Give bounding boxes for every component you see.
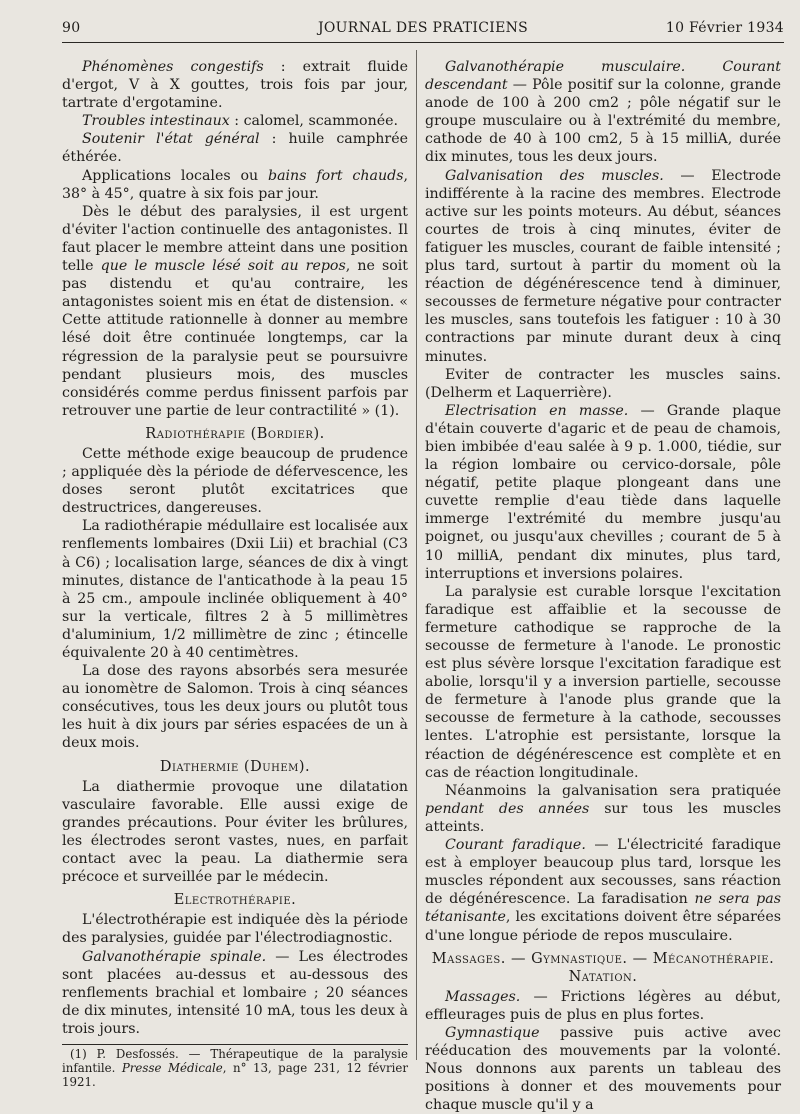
right-column (425, 58, 781, 1114)
section-heading-massages: Massages. — Gymnastique. — Mécanothérapie. Natation. (431, 950, 775, 985)
paragraph: Néanmoins la galvanisation sera pratiquée pendant des années sur tous les muscles atteints. (425, 782, 781, 835)
paragraph: Applications locales ou bains fort chauds, 38° à 45°, quatre à six fois par jour. (62, 167, 408, 202)
paragraph: L'électrothérapie est indiquée dès la période des paralysies, guidée par l'électrodiagnostic. (62, 912, 408, 947)
column-divider (416, 50, 417, 1060)
paragraph: La paralysie est curable lorsque l'excitation faradique est affaiblie et la secousse de fermeture cathodique se rapproche de la secousse de fermeture à l'anode. Le pronostic est plus sévère lorsque l'excitation faradique est abolie, lorsqu'il y a inversion partielle, secousse de fermeture à l'anode plus grande que la secousse de fermeture à la cathode, secousses lentes. L'atrophie est persistante, lorsque la réaction de dégénérescence est complète et en cas de réaction longitudinale. (425, 583, 781, 781)
paragraph: Galvanothérapie musculaire. Courant descendant — Pôle positif sur la colonne, grande anode de 100 à 200 cm2 ; pôle négatif sur le groupe musculaire ou à l'extrémité du membre, cathode de 40 à 100 cm2, 5 à 15 milliA, durée dix minutes, tous les deux jours. (425, 59, 781, 166)
paragraph: Cette méthode exige beaucoup de prudence ; appliquée dès la période de défervescence, les doses seront plutôt excitatrices que destructrices, dangereuses. (62, 445, 408, 517)
paragraph: Courant faradique. — L'électricité faradique est à employer beaucoup plus tard, lorsque les muscles répondent aux secousses, sans réaction de dégénérescence. La faradisation ne sera pas tétanisante, les excitations doivent être séparées d'une longue période de repos musculaire. (425, 837, 781, 944)
paragraph: Phénomènes congestifs : extrait fluide d'ergot, V à X gouttes, trois fois par jour, tartrate d'ergotamine. (62, 59, 408, 112)
paragraph: Gymnastique passive puis active avec rééducation des mouvements par la volonté. Nous donnons aux parents un tableau des positions à donner et des mouvements pour chaque muscle qu'il y a (425, 1024, 781, 1114)
section-heading-radiotherapie: Radiothérapie (Bordier). (145, 425, 325, 442)
page-header (62, 18, 784, 43)
footnote-rule (62, 1044, 408, 1045)
section-heading-electrotherapie: Electrothérapie. (173, 892, 297, 909)
paragraph: Massages. — Frictions légères au début, effleurages puis de plus en plus fortes. (425, 988, 781, 1023)
paragraph: Troubles intestinaux : calomel, scammonée. (82, 113, 399, 130)
paragraph: La dose des rayons absorbés sera mesurée au ionomètre de Salomon. Trois à cinq séances consécutives, tous les deux jours ou plutôt tous les huit à dix jours par séries espacées de un à deux mois. (62, 663, 408, 752)
paragraph: La diathermie provoque une dilatation vasculaire favorable. Elle aussi exige de grandes précautions. Pour éviter les brûlures, les électrodes seront vastes, nues, en parfait contact avec la peau. La diathermie sera précoce et surveillée par le médecin. (62, 778, 408, 886)
paragraph: Dès le début des paralysies, il est urgent d'éviter l'action continuelle des antagonistes. Il faut placer le membre atteint dans une position telle que le muscle lésé soit au repos, ne soit pas distendu et qu'au contraire, les antagonistes soient mis en état de distension. « Cette attitude rationnelle à donner au membre lésé doit être continuée longtemps, car la régression de la paralysie peut se poursuivre pendant plusieurs mois, des muscles considérés comme perdus finissent parfois par retrouver une partie de leur contractilité » (1). (62, 203, 408, 419)
paragraph: Electrisation en masse. — Grande plaque d'étain couverte d'agaric et de peau de chamois, bien imbibée d'eau salée à 9 p. 1.000, tiédie, sur la région lombaire ou cervico-dorsale, pôle négatif, petite plaque plongeant dans une cuvette remplie d'eau tiède dans laquelle immerge l'extrémité du membre jusqu'au poignet, ou jusqu'aux chevilles ; courant de 5 à 10 milliA, pendant dix minutes, plus tard, interruptions et inversions polaires. (425, 402, 781, 582)
section-heading-diathermie: Diathermie (Duhem). (159, 758, 311, 775)
issue-date: 10 Février 1934 (665, 20, 784, 36)
paragraph: Galvanisation des muscles. — Electrode indifférente à la racine des membres. Electrode active sur les points moteurs. Au début, séances courtes de trois à cinq minutes, éviter de fatiguer les muscles, courant de faible intensité ; plus tard, surtout à partir du moment où la réaction de dégénérescence tend à diminuer, secousses de fermeture négative pour contracter les muscles, sans toutefois les fatiguer : 10 à 30 contractions par minute durant deux à cinq minutes. (425, 167, 781, 365)
left-column (62, 58, 408, 1089)
page-number: 90 (62, 20, 81, 36)
footnote: (1) P. Desfossés. — Thérapeutique de la paralysie infantile. Presse Médicale, n° 13, page 231, 12 février 1921. (62, 1046, 409, 1089)
paragraph: La radiothérapie médullaire est localisée aux renflements lombaires (Dxii Lii) et brachial (C3 à C6) ; localisation large, séances de dix à vingt minutes, distance de l'anticathode à la peau 15 à 25 cm., ampoule inclinée obliquement à 40° sur la verticale, filtres 2 à 5 millimètres d'aluminium, 1/2 millimètre de zinc ; étincelle équivalente 20 à 40 centimètres. (62, 518, 408, 661)
paragraph: Soutenir l'état général : huile camphrée éthérée. (62, 131, 408, 166)
paragraph: Galvanothérapie spinale. — Les électrodes sont placées au-dessus et au-dessous des renflements brachial et lombaire ; 20 séances de dix minutes, intensité 10 mA, tous les deux à trois jours. (62, 948, 408, 1037)
journal-title: JOURNAL DES PRATICIENS (317, 20, 529, 36)
paragraph: Eviter de contracter les muscles sains. (Delherm et Laquerrière). (425, 366, 781, 401)
